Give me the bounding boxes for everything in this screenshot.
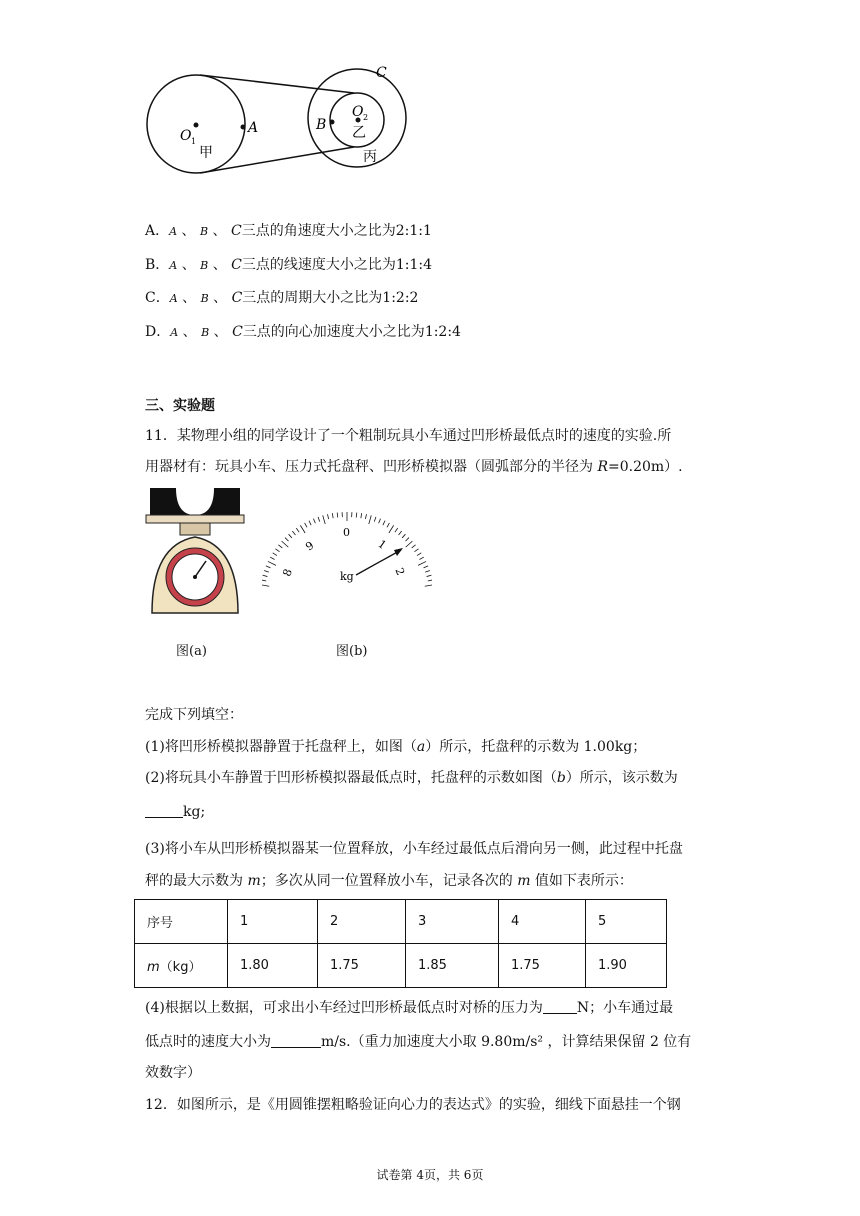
dial-unit: kg [340, 570, 354, 583]
table-cell: 3 [406, 900, 499, 944]
dial-tick [425, 570, 430, 572]
label-yi: 乙 [352, 125, 366, 141]
dial-tick [289, 534, 292, 538]
dial-tick [296, 528, 299, 532]
dial-tick [337, 513, 338, 518]
dial-tick [405, 538, 409, 542]
dial-tick [264, 570, 269, 572]
dial-tick [356, 513, 357, 518]
scale-figure-a [140, 485, 250, 617]
option-a: A．A 、 B 、 C三点的角速度大小之比为2:1:1 [145, 223, 432, 239]
dial-tick [318, 517, 320, 522]
dial-tick [275, 549, 279, 552]
dial-tick [300, 525, 305, 533]
dial-tick [383, 521, 385, 526]
dial-tick [323, 515, 325, 524]
dial-tick [395, 528, 398, 532]
label-b: B [316, 117, 327, 133]
answer-blank-speed[interactable] [271, 1033, 321, 1048]
page-footer: 试卷第 4页，共 6页 [376, 1168, 484, 1182]
dial-tick [263, 575, 268, 576]
dial-tick [425, 585, 432, 587]
q11-line2: 用器材有：玩具小车、压力式托盘秤、凹形桥模拟器（圆弧部分的半径为 R=0.20m）. [145, 459, 683, 475]
label-bing: 丙 [363, 149, 377, 165]
dial-tick [285, 538, 289, 542]
option-c: C．A 、 B 、 C三点的周期大小之比为1:2:2 [145, 290, 419, 306]
answer-blank-reading[interactable] [145, 803, 183, 818]
dial-tick [419, 557, 423, 559]
q11-step1: (1)将凹形桥模拟器静置于托盘秤上，如图（a）所示，托盘秤的示数为 1.00kg； [145, 739, 647, 755]
q11-step4-line1: (4)根据以上数据，可求出小车经过凹形桥最低点时对桥的压力为 N；小车通过最 [145, 1000, 674, 1016]
label-o1: O [180, 128, 192, 144]
dial-tick [412, 545, 416, 548]
dial-tick [361, 513, 362, 518]
dial-tick [369, 515, 371, 524]
dial-tick [268, 561, 276, 565]
q11-step4-line2: 低点时的速度大小为 m/s.（重力加速度大小取 9.80m/s² ，计算结果保留 2 位有 [145, 1034, 692, 1050]
dial-tick [387, 523, 389, 527]
dial-tick [374, 517, 376, 522]
table-cell: 1.75 [499, 944, 586, 988]
dial-label-9: 9 [303, 538, 317, 554]
dial-tick [313, 519, 315, 524]
pulley-figure [140, 58, 420, 180]
table-header-label: 序号 [135, 900, 228, 944]
table-row-label: m（kg） [135, 944, 228, 988]
dial-tick [427, 575, 432, 576]
section-title: 三、实验题 [145, 398, 215, 414]
q11-step2: (2)将玩具小车静置于凹形桥模拟器最低点时，托盘秤的示数如图（b）所示，该示数为 [145, 770, 678, 786]
dial-tick [266, 566, 271, 568]
q11-step4-line3: 效数字） [145, 1065, 201, 1081]
q11-intro: 完成下列填空： [145, 707, 243, 723]
dial-tick [278, 545, 282, 548]
label-a: A [248, 120, 259, 136]
q12-line1: 12．如图所示，是《用圆锥摆粗略验证向心力的表达式》的实验，细线下面悬挂一个钢 [145, 1097, 681, 1113]
dial-tick [305, 523, 307, 527]
dial-tick [417, 553, 421, 556]
table-row [135, 944, 667, 988]
dial-tick [428, 580, 432, 581]
label-o2: O [352, 104, 364, 120]
table-cell: 1 [228, 900, 318, 944]
dial-tick [414, 549, 418, 552]
dial-tick [273, 553, 277, 556]
option-b: B．A 、 B 、 C三点的线速度大小之比为1:1:4 [145, 257, 433, 273]
dial-tick [309, 521, 311, 526]
caption-fig-a: 图(a) [176, 644, 207, 659]
table-cell: 4 [499, 900, 586, 944]
dial-tick [262, 580, 266, 581]
table-row [135, 900, 667, 944]
label-jia: 甲 [199, 145, 213, 161]
dial-label-0: 0 [343, 526, 350, 539]
dial-tick [379, 519, 381, 524]
dial-tick [399, 531, 402, 535]
q11-step2-answer: kg; [145, 803, 205, 820]
dial-label-1: 1 [375, 537, 389, 553]
dial-tick [262, 585, 269, 587]
dial-figure-b [262, 500, 432, 590]
dial-tick [282, 541, 289, 547]
label-c: C [376, 65, 387, 81]
q11-line1: 11．某物理小组的同学设计了一个粗制玩具小车通过凹形桥最低点时的速度的实验.所 [145, 428, 672, 444]
dial-label-8: 8 [280, 567, 295, 579]
dial-tick [418, 561, 426, 565]
label-o2-sub: 2 [363, 113, 369, 122]
data-table [134, 899, 667, 988]
dial-tick [328, 514, 329, 519]
table-cell: 1.90 [586, 944, 667, 988]
answer-blank-force[interactable] [543, 999, 577, 1014]
q11-step3-line1: (3)将小车从凹形桥模拟器某一位置释放，小车经过最低点后滑向另一侧，此过程中托盘 [145, 841, 683, 857]
q11-step3-line2: 秤的最大示数为 m；多次从同一位置释放小车，记录各次的 m 值如下表所示： [145, 873, 633, 889]
table-cell: 1.80 [228, 944, 318, 988]
caption-fig-b: 图(b) [336, 644, 368, 659]
dial-tick [424, 566, 429, 568]
dial-tick [270, 557, 274, 559]
dial-label-2: 2 [392, 566, 408, 578]
table-cell: 1.85 [406, 944, 499, 988]
dial-tick [406, 541, 413, 547]
table-cell: 1.75 [318, 944, 406, 988]
dial-tick [402, 534, 405, 538]
dial-tick [292, 531, 295, 535]
label-o1-sub: 1 [191, 137, 197, 146]
dial-tick [389, 525, 394, 533]
option-d: D．A 、 B 、 C三点的向心加速度大小之比为1:2:4 [145, 324, 461, 340]
dial-tick [365, 514, 366, 519]
table-cell: 2 [318, 900, 406, 944]
dial-tick [332, 513, 333, 518]
table-cell: 5 [586, 900, 667, 944]
